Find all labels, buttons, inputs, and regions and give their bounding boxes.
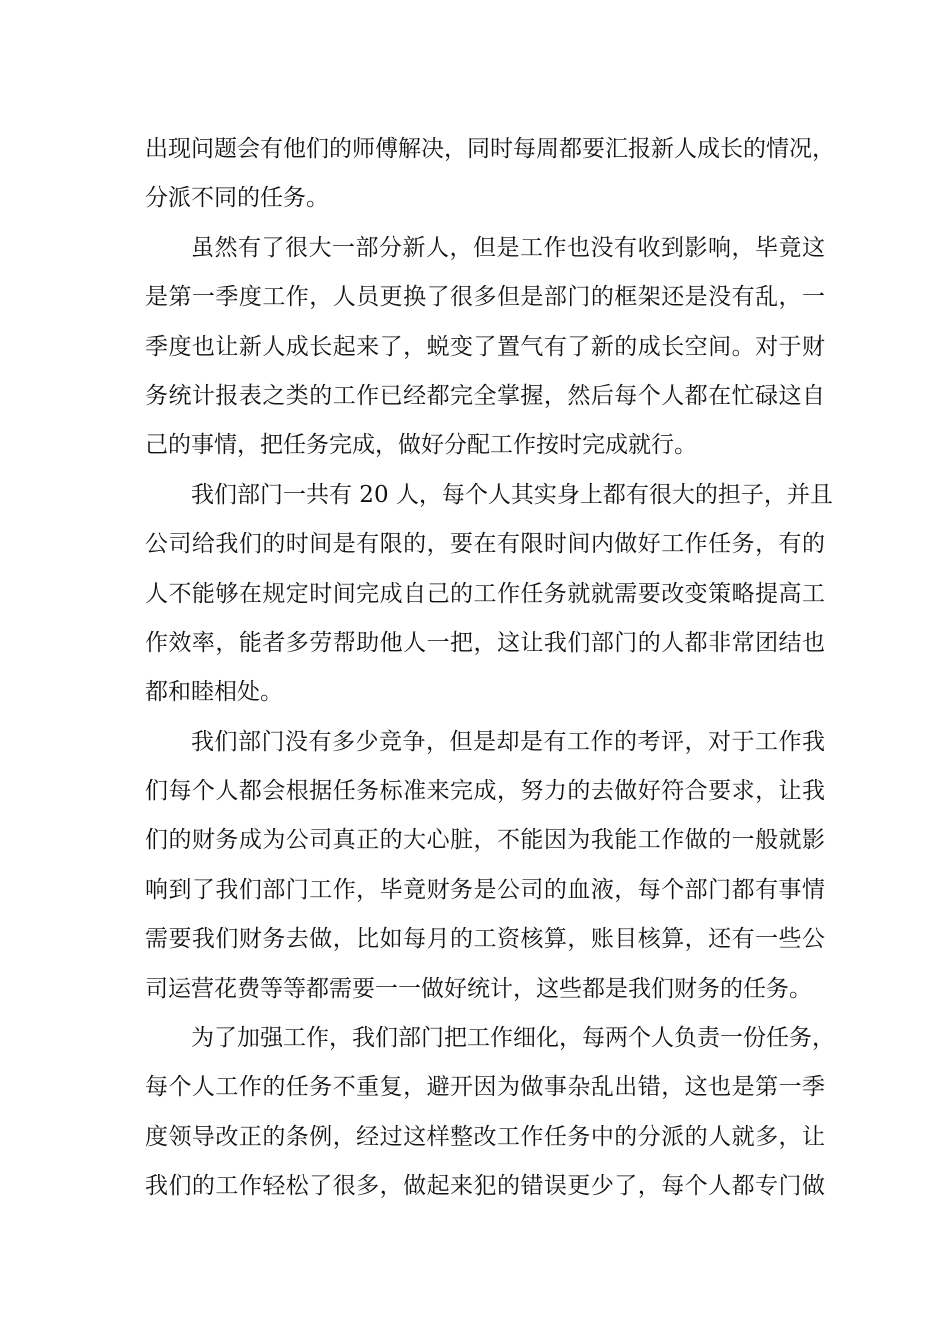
text-line: 为了加强工作，我们部门把工作细化，每两个人负责一份任务， [191,1025,835,1052]
text-line: 己的事情，把任务完成，做好分配工作按时完成就行。 [145,432,697,459]
text-line: 司运营花费等等都需要一一做好统计，这些都是我们财务的任务。 [145,975,812,1002]
text-line: 度领导改正的条例，经过这样整改工作任务中的分派的人就多，让 [145,1123,825,1150]
text-line: 需要我们财务去做，比如每月的工资核算，账目核算，还有一些公 [145,926,825,953]
text-line: 都和睦相处。 [145,679,283,706]
text-line: 分派不同的任务。 [145,185,329,212]
text-line: 们的财务成为公司真正的大心脏，不能因为我能工作做的一般就影 [145,827,825,854]
text-line: 公司给我们的时间是有限的，要在有限时间内做好工作任务，有的 [145,531,825,558]
text-line: 们每个人都会根据任务标准来完成，努力的去做好符合要求，让我 [145,778,825,805]
text-line: 我们部门一共有 20 人，每个人其实身上都有很大的担子，并且 [191,481,833,508]
text-line: 人不能够在规定时间完成自己的工作任务就就需要改变策略提高工 [145,580,825,607]
text-line: 出现问题会有他们的师傅解决，同时每周都要汇报新人成长的情况， [145,136,835,162]
text-line: 响到了我们部门工作，毕竟财务是公司的血液，每个部门都有事情 [145,876,825,903]
document-body [145,125,835,1212]
text-line: 作效率，能者多劳帮助他人一把，这让我们部门的人都非常团结也 [145,629,825,656]
text-line: 我们部门没有多少竞争，但是却是有工作的考评，对于工作我 [191,728,825,755]
text-line: 每个人工作的任务不重复，避开因为做事杂乱出错，这也是第一季 [145,1074,825,1101]
text-line: 务统计报表之类的工作已经都完全掌握，然后每个人都在忙碌这自 [145,382,825,409]
text-line: 季度也让新人成长起来了，蜕变了置气有了新的成长空间。对于财 [145,333,825,360]
text-line: 是第一季度工作，人员更换了很多但是部门的框架还是没有乱，一 [145,284,825,311]
text-line: 我们的工作轻松了很多，做起来犯的错误更少了，每个人都专门做 [145,1173,825,1200]
text-line: 虽然有了很大一部分新人，但是工作也没有收到影响，毕竟这 [191,234,825,261]
